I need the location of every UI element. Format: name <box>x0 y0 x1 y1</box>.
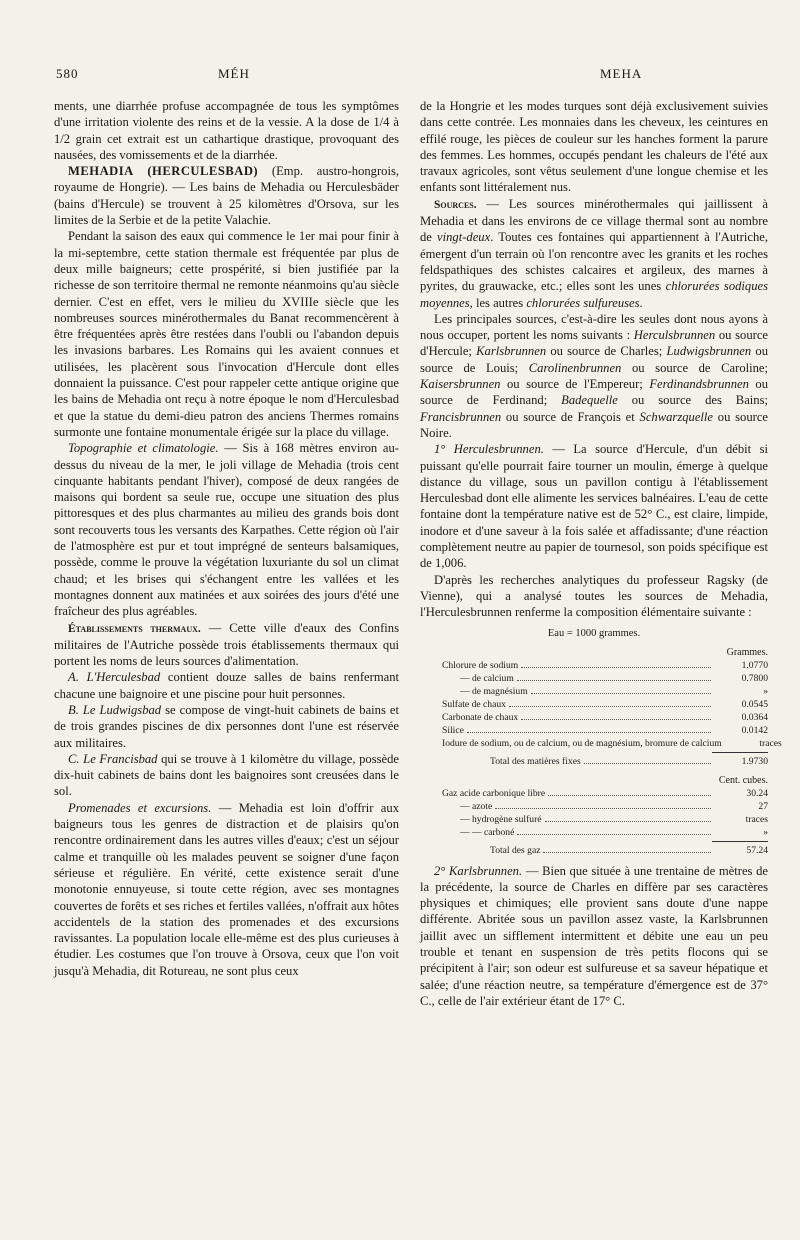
item-heading: A. L'Herculesbad <box>68 670 161 685</box>
analysis-label: — hydrogène sulfuré <box>460 813 542 825</box>
paragraph-promenades <box>54 800 399 979</box>
paragraph: Pendant la saison des eaux qui commence le 1er mai pour finir à la mi-septembre, cette station thermale est fréquentée par plus de deux mille baigneurs; cette prospérité, si bien justifiée par la richesse de son territoire thermal ne remonte néanmoins qu'au siècle dernier. C'est en effet, vers le milieu du XVIIIe siècle que les nombreuses sources minérothermales du Banat recommencèrent à être fréquentées après être restées dans l'oubli ou l'abandon depuis les invasions barbares. Les Romains qui les avaient connues et utilisées, les placèrent sous l'invocation d'Hercule dont elles donnaient la puissance. C'est pour rappeler cette antique origine que les bains de Mehadia ont reçu à notre époque le nom d'Herculesbad et que la statue du demi-dieu patron des anciens Thermes romains surmonte une fontaine monumentale érigée sur la place du village. <box>54 229 399 439</box>
paragraph: ments, une diarrhée profuse accompagnée de tous les symptômes d'une irritation violente des reins et de la vessie. A la dose de 1/4 à 1/2 grain cet extrait est un cathartique drastique, provoquant des nausées, des vomissements et de la diarrhée. <box>54 99 399 162</box>
paragraph-text: qui se trouve à 1 kilomètre du village, possède dix-huit cabinets de bains dont les baignoires sont creusées dans le sol. <box>54 751 399 799</box>
source-name: Ferdinandsbrunnen <box>649 377 749 392</box>
analysis-label: Carbonate de chaux <box>442 711 519 723</box>
analysis-row <box>420 813 768 826</box>
paragraph-mehadia <box>54 163 399 228</box>
paragraph-text: ou source de l'Empereur; <box>500 377 650 392</box>
analysis-row <box>420 672 768 685</box>
analysis-label: Silice <box>442 724 464 736</box>
leader-dots <box>517 680 711 681</box>
paragraph: D'après les recherches analytiques du professeur Ragsky (de Vienne), qui a analysé toutes les sources de Mehadia, l'Herculesbrunnen renferme la composition élémentaire suivante : <box>420 572 768 620</box>
running-head-left: MÉH <box>218 66 250 81</box>
paragraph-principales <box>420 311 768 441</box>
divider <box>712 752 768 753</box>
leader-dots <box>521 719 711 720</box>
analysis-row <box>420 724 768 737</box>
analysis-rows-gas <box>420 787 768 839</box>
analysis-table <box>420 627 782 857</box>
item-heading: 1° Herculesbrunnen. <box>434 442 544 457</box>
analysis-unit-grammes: Grammes. <box>726 646 768 658</box>
analysis-value: 0.0545 <box>741 698 768 710</box>
paragraph-text: ou source de Charles; <box>546 344 667 359</box>
entry-heading: MEHADIA (HERCULESBAD) <box>68 164 259 179</box>
analysis-label: Gaz acide carbonique libre <box>442 787 546 799</box>
total-label: Total des matières fixes <box>490 755 581 767</box>
analysis-value: 0.0364 <box>741 711 768 723</box>
leader-dots <box>467 732 711 733</box>
analysis-label: Sulfate de chaux <box>442 698 506 710</box>
analysis-row <box>420 826 768 839</box>
left-column <box>54 98 399 979</box>
paragraph-herculesbrunnen <box>420 441 768 571</box>
item-heading: C. Le Francisbad <box>68 751 158 766</box>
paragraph-text: — Cette ville d'eaux des Confins militaires de l'Autriche possède trois établissements thermaux qui portent les noms de leurs sources d'alimentation. <box>54 620 399 669</box>
analysis-label: — de calcium <box>460 672 514 684</box>
leader-dots <box>517 834 711 835</box>
analysis-row <box>420 685 768 698</box>
paragraph-text: — La source d'Hercule, d'un débit si puissant qu'elle pourrait faire tourner un moulin, émerge à quelque distance du village, sous un pavillon contigu à l'établissement Herculesbad dont elle alimente les services balnéaires. L'eau de cette fontaine dont la température native est de 52° C., est claire, limpide, inodore et d'une saveur à la fois salée et affadissante; d'une réaction complètement neutre au papier de tournesol, son poids spécifique est de 1,006. <box>420 442 768 571</box>
analysis-value: 30.24 <box>746 787 768 799</box>
paragraph-ludwigsbad <box>54 702 399 751</box>
analysis-rows-fixed <box>420 659 782 750</box>
right-column <box>420 98 782 1009</box>
paragraph-text: . Toutes ces fontaines qui appartiennent à l'Autriche, émergent d'un terrain où l'on rencontre avec les granits et les roches feldspathiques des schistes calcaires et argileux, des marnes à pyrites, du grauwacke, etc.; elles sont les unes <box>420 230 768 294</box>
source-name: Kaisersbrunnen <box>420 377 501 392</box>
analysis-value: traces <box>745 813 768 825</box>
analysis-value: 27 <box>758 800 768 812</box>
analysis-value: 0.7800 <box>741 672 768 684</box>
paragraph-text: (Emp. austro-hongrois, royaume de Hongrie). — Les bains de Mehadia ou Herculesbäder (bains d'Hercule) se trouvent à 25 kilomètres d'Orsova, sur les limites de la Serbie et de la petite Valachie. <box>54 164 400 228</box>
paragraph-text: ou source de Louis; <box>420 344 768 375</box>
analysis-value: 0.0142 <box>741 724 768 736</box>
emphasis: chlorurées sulfureuses <box>526 295 640 310</box>
paragraph-etablissements <box>54 620 399 670</box>
leader-dots <box>548 795 711 796</box>
section-heading: Établissements thermaux. <box>68 622 201 635</box>
total-value: 57.24 <box>746 844 768 856</box>
section-heading: Promenades et excursions. <box>68 800 212 815</box>
analysis-row <box>420 711 768 724</box>
paragraph-text: . <box>639 295 643 310</box>
leader-dots <box>543 852 711 853</box>
paragraph-text: se compose de vingt-huit cabinets de bains et de trois grandes piscines de dix personnes dont l'une est réservée aux militaires. <box>54 702 399 750</box>
analysis-label: — — carboné <box>460 826 515 838</box>
analysis-label: — azote <box>460 800 493 812</box>
paragraph-text: ou source des Bains; <box>617 393 768 408</box>
source-name: Herculsbrunnen <box>633 328 716 343</box>
analysis-label: Iodure de sodium, ou de calcium, ou de magnésium, bromure de calcium <box>442 737 722 749</box>
leader-dots <box>545 821 711 822</box>
section-heading: Sources. <box>434 198 477 211</box>
source-name: Francisbrunnen <box>420 409 502 424</box>
analysis-total-row <box>420 844 768 857</box>
paragraph-text: — Les sources minérothermales qui jaillissent à Mehadia et dans les environs de ce village thermal sont au nombre de <box>420 196 768 245</box>
paragraph-text: Les principales sources, c'est-à-dire les seules dont nous ayons à nous occuper, portent les noms suivants : <box>420 311 768 343</box>
paragraph-text: contient douze salles de bains renfermant chacune une baignoire et une piscine pour huit personnes. <box>54 670 400 701</box>
analysis-row <box>420 737 782 750</box>
paragraph-text: ou source de Caroline; <box>621 360 768 375</box>
section-heading: Topographie et climatologie. <box>68 441 219 456</box>
paragraph-francisbad <box>54 751 399 800</box>
total-label: Total des gaz <box>490 844 541 856</box>
analysis-total-row <box>420 755 768 768</box>
source-name: Badequelle <box>561 393 618 408</box>
paragraph-text: ou source de François et <box>501 409 640 424</box>
total-value: 1.9730 <box>741 755 768 767</box>
analysis-row <box>420 659 768 672</box>
leader-dots <box>531 693 711 694</box>
leader-dots <box>495 808 711 809</box>
paragraph-topographie <box>54 440 399 619</box>
paragraph-text: ou source de Ferdinand; <box>420 377 768 408</box>
running-head-right: MEHA <box>600 66 643 81</box>
source-name: Ludwigsbrunnen <box>666 344 752 359</box>
analysis-label: — de magnésium <box>460 685 528 697</box>
page-number: 580 <box>56 66 79 81</box>
analysis-label: Chlorure de sodium <box>442 659 519 671</box>
analysis-value: 1.0770 <box>741 659 768 671</box>
divider <box>712 841 768 842</box>
analysis-value: traces <box>759 737 782 749</box>
source-name: Carolinenbrunnen <box>528 360 622 375</box>
paragraph: de la Hongrie et les modes turques sont déjà exclusivement suivies dans cette contrée. Les monnaies dans les cheveux, les ceintures en effilé rouge, les pièces de couleur sur les hanches forment la parure des femmes. Les hommes, occupés pendant les chaleurs de l'été aux travaux agricoles, sont vêtus seulement d'une longue chemise et les enfants sont littéralement nus. <box>420 99 768 195</box>
emphasis: vingt-deux <box>437 230 491 245</box>
paragraph-sources <box>420 196 768 311</box>
analysis-value: » <box>763 685 768 697</box>
paragraph-text: ou source d'Hercule; <box>420 328 768 359</box>
paragraph-herculesbad <box>54 669 399 702</box>
paragraph-text: — Sis à 168 mètres environ au-dessus du niveau de la mer, le joli village de Mehadia (trois cent cinquante habitants pendant l'hiver), composé de deux rangées de maisons qui bordent sa seule rue, occupe une situation des plus pittoresques et des plus charmantes au milieu des grands bois dont sont recouverts tous les versants des Karpathes. Cette région où l'air de l'atmosphère est pur et tout imprégné de senteurs balsamiques, possède, comme le prouve la végétation luxuriante du sol un climat chaud; et les brises qui s'échangent entre les vallées et les montagnes donnent aux matinées et aux soirées des jours d'été une fraîcheur des plus agréables. <box>54 441 400 619</box>
leader-dots <box>509 706 711 707</box>
paragraph-karlsbrunnen <box>420 863 768 1010</box>
paragraph-text: — Mehadia est loin d'offrir aux baigneurs tous les genres de distraction et de plaisirs qu'on rencontre ordinairement dans les autres villes d'eaux; c'est un séjour calme et tranquille où les malades peuvent se soigner d'une façon sérieuse et régulière. En vérité, cette existence serait d'une monotonie ennuyeuse, si toute cette région, avec ses montagnes couvertes de forêts et ses riches et fertiles vallées, n'offrait aux hôtes accidentels de la station des promenades et des excursions ravissantes. La population locale elle-même est des plus curieuses à étudier. Les costumes que l'on trouve à Orsova, ceux que l'on voit jusqu'à Mehadia, dit Rotureau, ne sont plus ceux <box>54 800 399 978</box>
source-name: Schwarzquelle <box>639 409 714 424</box>
analysis-title: Eau = 1000 grammes. <box>547 627 641 639</box>
paragraph-text: , les autres <box>469 295 527 310</box>
item-heading: B. Le Ludwigsbad <box>68 702 162 717</box>
paragraph-text: ou source Noire. <box>420 409 769 440</box>
item-heading: 2° Karlsbrunnen. <box>434 863 523 878</box>
leader-dots <box>521 667 711 668</box>
emphasis: chlorurées sodiques moyennes <box>420 279 768 310</box>
source-name: Karlsbrunnen <box>476 344 547 359</box>
analysis-row <box>420 787 768 800</box>
analysis-row <box>420 698 768 711</box>
leader-dots <box>584 763 711 764</box>
analysis-unit-cc: Cent. cubes. <box>718 774 768 786</box>
paragraph-text: — Bien que située à une trentaine de mètres de la précédente, la source de Charles en diffère par ses caractères physiques et chimiques; elle provient sans doute d'une nappe différente. Abritée sous un pavillon assez vaste, la Karlsbrunnen jaillit avec un sifflement intermittent et débite une eau un peu trouble et tenant en suspension de très petits flocons qui se précipitent à l'air; son odeur est sulfureuse et sa saveur hépatique et salée; d'une réaction neutre, sa température d'émergence est de 37° C., celle de l'air extérieur étant de 17° C. <box>420 863 769 1008</box>
analysis-row <box>420 800 768 813</box>
analysis-value: » <box>763 826 768 838</box>
